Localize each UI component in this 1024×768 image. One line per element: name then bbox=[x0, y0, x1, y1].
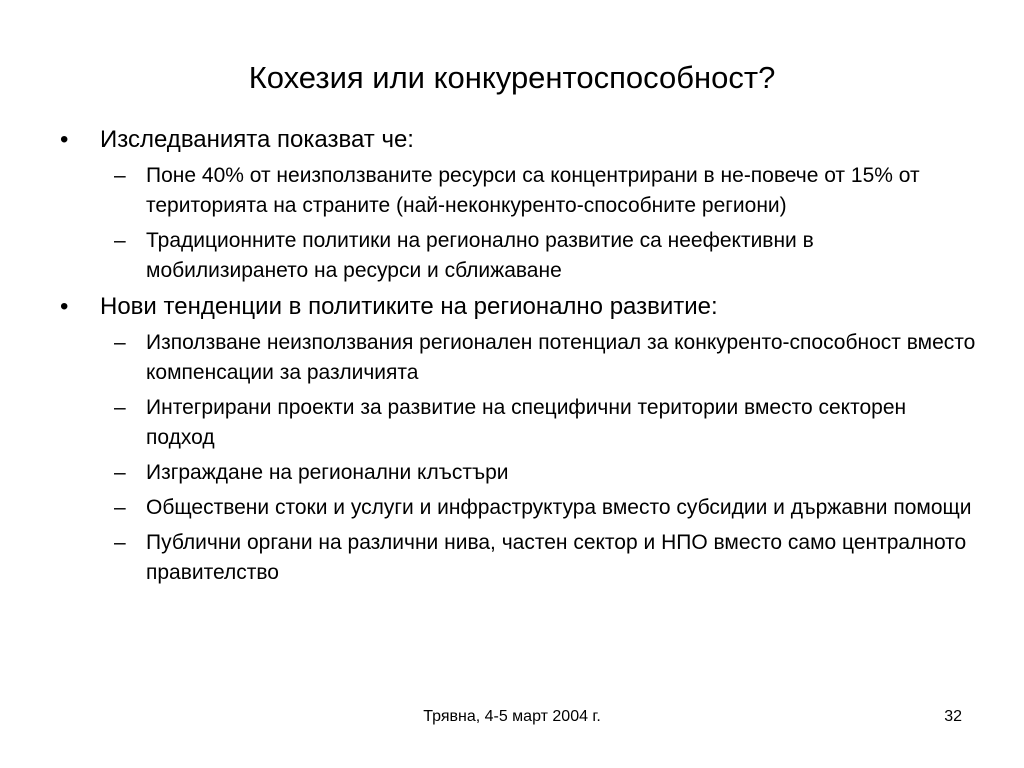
dash-glyph: – bbox=[114, 496, 126, 519]
sub-point-text: Традиционните политики на регионално развитие са неефективни в мобилизирането на ресурси и сближаване bbox=[146, 229, 814, 282]
slide-title: Кохезия или конкурентоспособност? bbox=[248, 60, 776, 95]
sub-point-text: Изграждане на регионални клъстъри bbox=[146, 461, 509, 484]
slide-body bbox=[56, 119, 976, 588]
sub-point-text: Интегрирани проекти за развитие на специфични територии вместо секторен подход bbox=[146, 396, 907, 449]
sub-point bbox=[56, 393, 976, 453]
bullet-text: Изследванията показват че: bbox=[100, 126, 414, 153]
sub-point bbox=[56, 528, 976, 588]
dash-glyph: – bbox=[114, 531, 126, 554]
sub-point-text: Поне 40% от неизползваните ресурси са концентрирани в не-повече от 15% от територията на страните (най-неконкуренто-способните региони) bbox=[146, 164, 920, 217]
bullet-glyph: • bbox=[60, 126, 69, 153]
sub-point bbox=[56, 458, 976, 488]
dash-glyph: – bbox=[114, 164, 126, 187]
sub-point bbox=[56, 328, 976, 388]
sub-point-text: Обществени стоки и услуги и инфраструктура вместо субсидии и държавни помощи bbox=[146, 496, 972, 519]
sub-point bbox=[56, 226, 976, 286]
dash-glyph: – bbox=[114, 461, 126, 484]
bullet-text: Нови тенденции в политиките на регионално развитие: bbox=[100, 293, 718, 320]
bullet-point bbox=[56, 291, 976, 323]
bullet-glyph: • bbox=[60, 293, 69, 320]
sub-point-text: Използване неизползвания регионален потенциал за конкуренто-способност вместо компенсации за различията bbox=[146, 331, 976, 384]
bullet-point bbox=[56, 124, 976, 156]
sub-point bbox=[56, 161, 976, 221]
dash-glyph: – bbox=[114, 229, 126, 252]
dash-glyph: – bbox=[114, 396, 126, 419]
sub-point bbox=[56, 493, 976, 523]
footer-location-date: Трявна, 4-5 март 2004 г. bbox=[423, 708, 601, 725]
dash-glyph: – bbox=[114, 331, 126, 354]
page-number: 32 bbox=[944, 708, 962, 725]
sub-point-text: Публични органи на различни нива, частен сектор и НПО вместо само централното правителство bbox=[146, 531, 967, 584]
